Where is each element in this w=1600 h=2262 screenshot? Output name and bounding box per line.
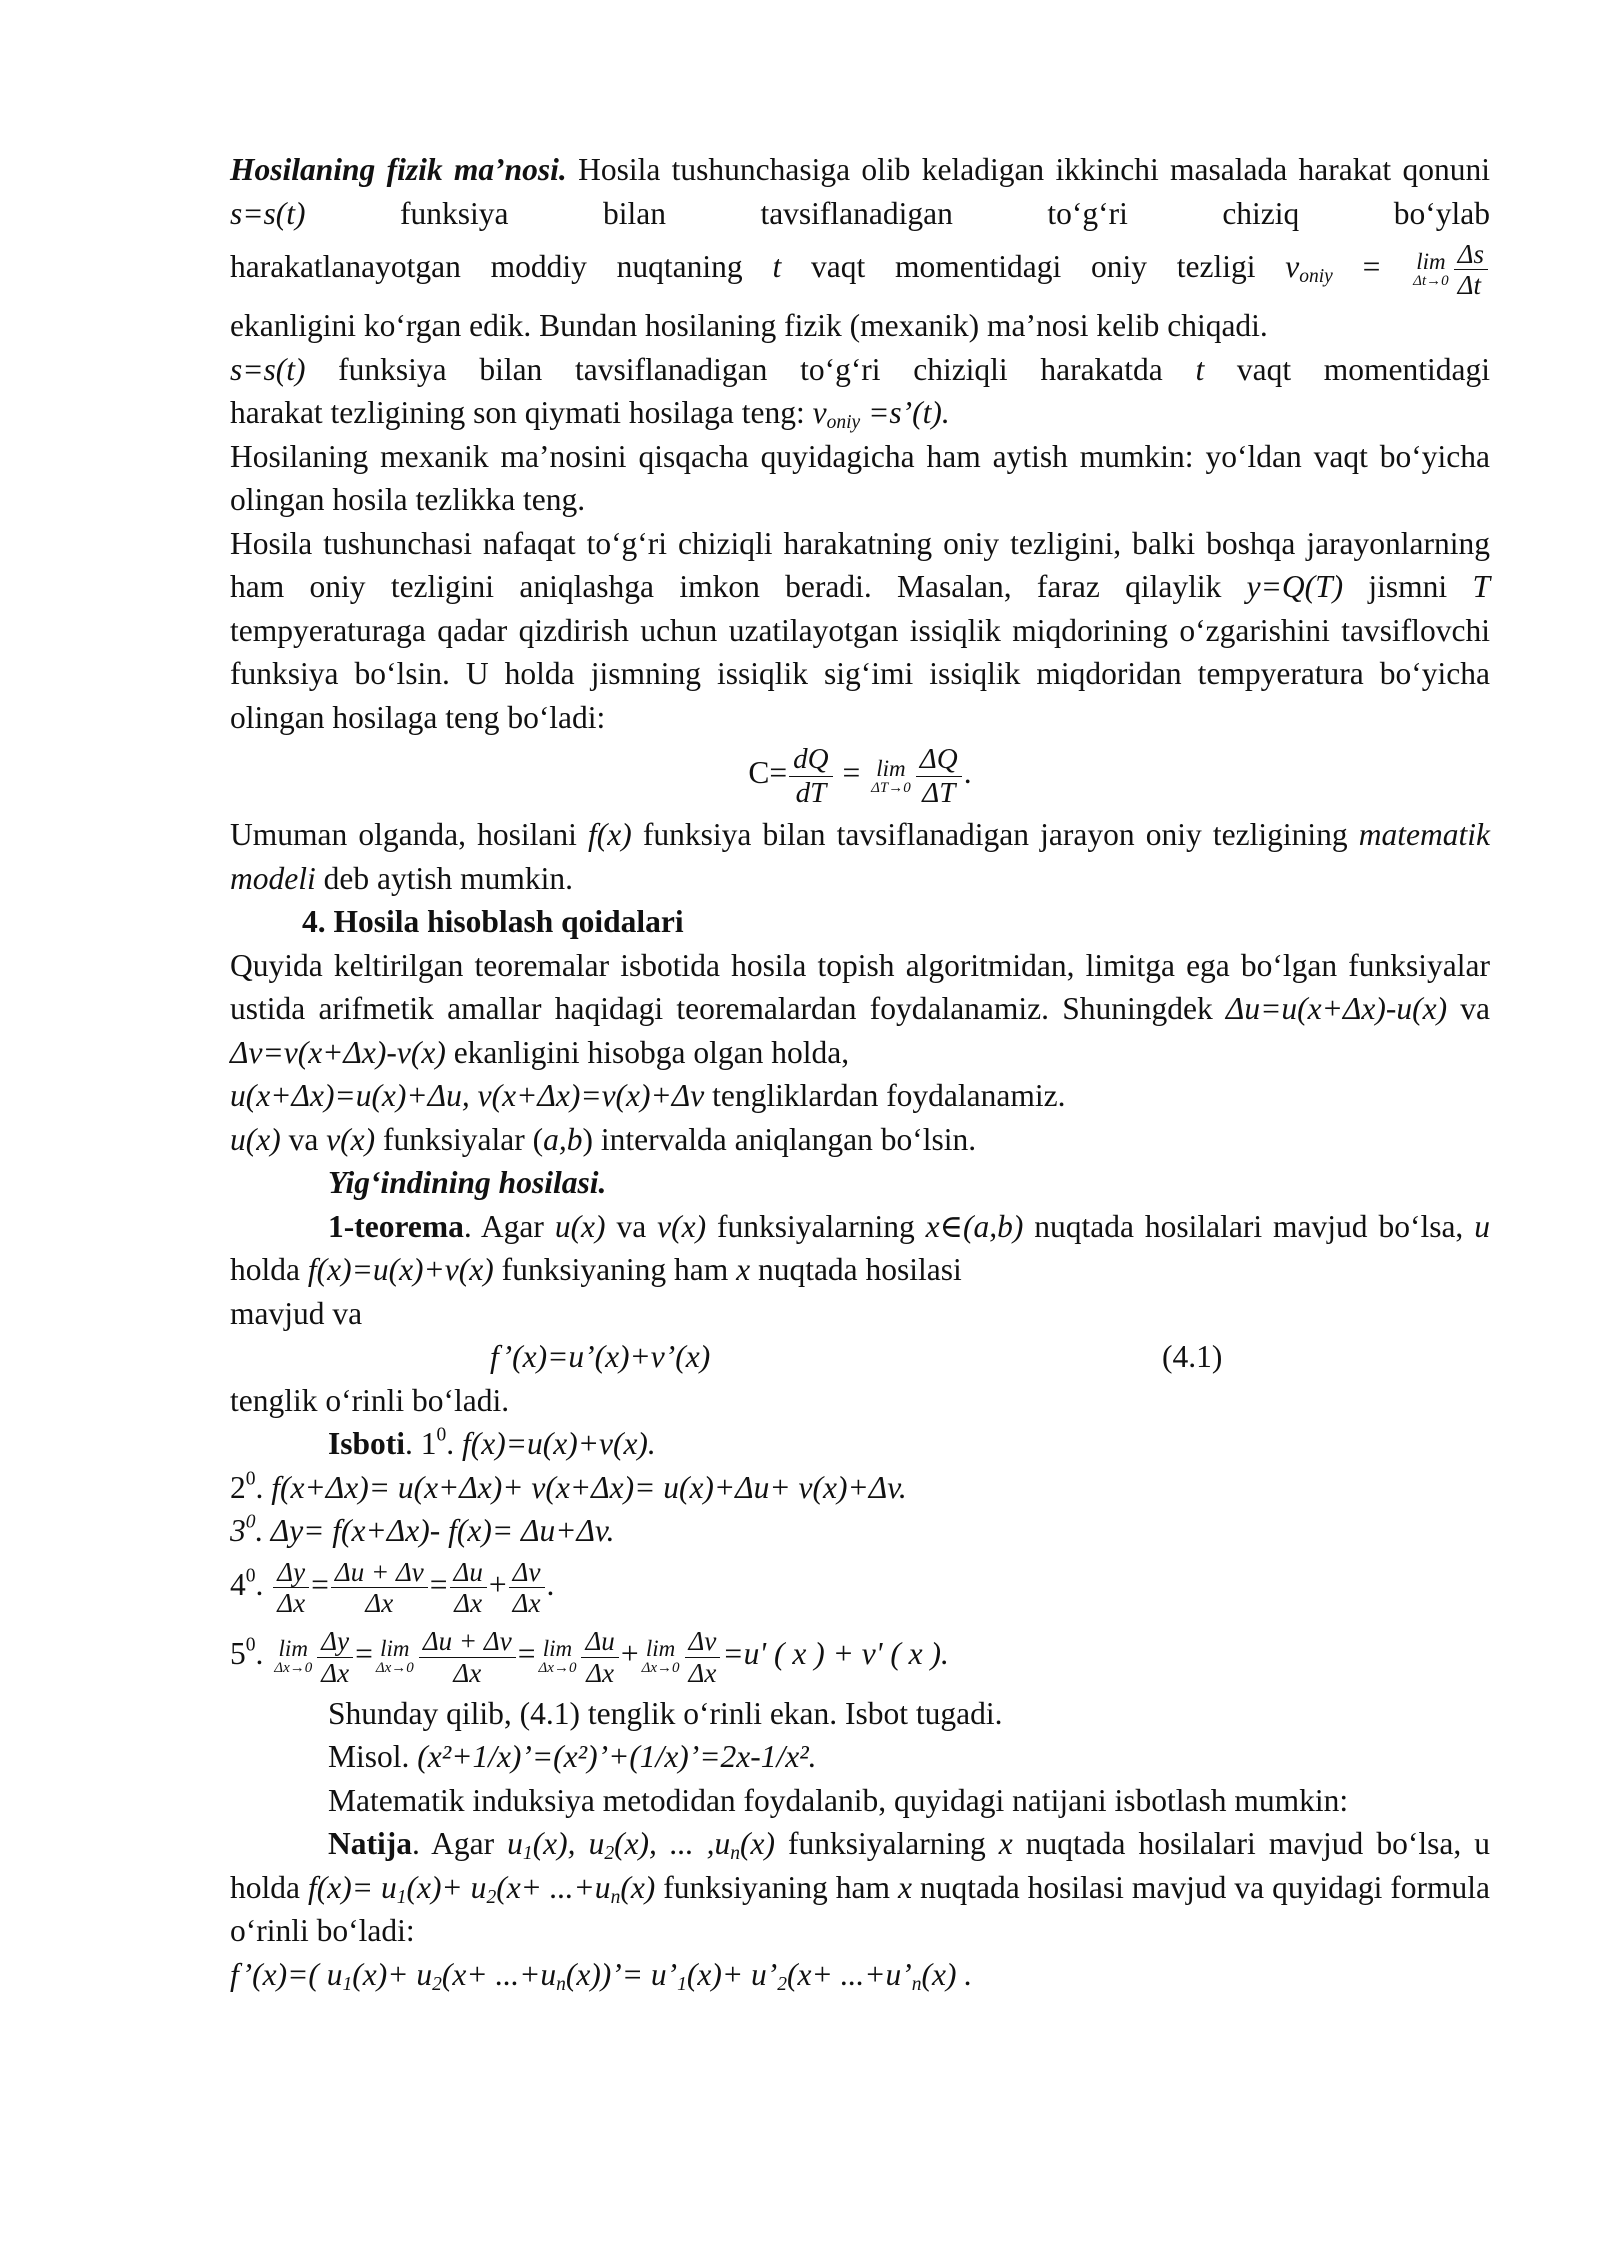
lim-operator: lim Δx→0: [641, 1636, 680, 1677]
fraction: $\frac{\Delta u + \Delta v}{\Delta x}$: [331, 1557, 428, 1618]
fraction: $\frac{\Delta y}{\Delta x}$: [317, 1626, 353, 1687]
theorem-1: 1-teorema. Agar u(x) va v(x) funksiyalarning x∈(a,b) nuqtada hosilalari mavjud bo‘lsa, u holda f(x)=u(x)+v(x) funksiyaning ham x nuqtada hosilasi: [230, 1208, 1490, 1288]
induction-paragraph: Matematik induksiya metodidan foydalanib, quyidagi natijani isbotlash mumkin:: [328, 1782, 1349, 1818]
velocity-formula-line: harakatlanayotgan moddiy nuqtaning t vaqt momentidagi oniy tezligi $v_{oniy}$ = lim Δt→0 $\frac{\Delta s}{\Delta t}$: [230, 235, 1490, 304]
text-line: ekanligini ko‘rgan edik. Bundan hosilaning fizik (mexanik) ma’nosi kelib chiqadi.: [230, 308, 1268, 344]
fraction: $\frac{\Delta v}{\Delta x}$: [509, 1557, 545, 1618]
fraction: $\frac{\Delta u}{\Delta x}$: [581, 1626, 618, 1687]
equation-number: (4.1): [1162, 1339, 1223, 1375]
math-model-paragraph: Umuman olganda, hosilani f(x) funksiya bilan tavsiflanadigan jarayon oniy tezligining matematik modeli deb aytish mumkin.: [230, 817, 1490, 896]
subsection-title: Yig‘indining hosilasi.: [328, 1165, 607, 1201]
example: Misol. (x²+1/x)’=(x²)’+(1/x)’=2x-1/x².: [328, 1739, 817, 1775]
fraction: $\frac{\Delta y}{\Delta x}$: [273, 1557, 309, 1618]
text-line: harakat tezligining son qiymati hosilaga teng: $v_{oniy}$ =s’(t).: [230, 395, 950, 434]
fraction: $\frac{\Delta v}{\Delta x}$: [685, 1626, 721, 1687]
text-line: u(x+Δx)=u(x)+Δu, v(x+Δx)=v(x)+Δv tengliklardan foydalanamiz.: [230, 1078, 1066, 1114]
equation-4-1: f’(x)=u’(x)+v’(x) (4.1): [230, 1335, 1490, 1379]
corollary: Natija. Agar $u_1(x)$, $u_2(x)$, ... $,u_n(x)$ funksiyalarning x nuqtada hosilalari mavjud bo‘lsa, u holda $f(x)= u_1(x)+ u_2(x+ ...+u_n(x)$ funksiyaning ham x nuqtada hosilasi mavjud va quyidagi formula o‘rinli bo‘ladi:: [230, 1826, 1491, 1949]
heat-capacity-formula: C= $\frac{dQ}{dT}$ = lim ΔT→0 $\frac{\Delta Q}{\Delta T}$ .: [748, 743, 972, 809]
final-formula: f’(x)=( $u_1(x)+ u_2(x+$ $...+u_n(x))’=$ $u’_1(x)+$ $u’_2(x+$ $...+u’_n(x)$ .: [230, 1956, 973, 1995]
text-line: tenglik o‘rinli bo‘ladi.: [230, 1382, 510, 1418]
fraction-delta-q-delta-t: $\frac{\Delta Q}{\Delta T}$: [916, 743, 962, 809]
lim-operator: lim Δt→0: [1413, 248, 1449, 289]
proof-end: Shunday qilib, (4.1) tenglik o‘rinli ekan. Isbot tugadi.: [328, 1695, 1003, 1731]
rules-intro-paragraph: Quyida keltirilgan teoremalar isbotida hosila topish algoritmidan, limitga ega bo‘lgan funksiyalar ustida arifmetik amallar haqidagi teoremalardan foydalanamiz. Shuningdek Δu=u(x+Δx)-u(x) va Δv=v(x+Δx)-v(x) ekanligini hisobga olgan holda,: [230, 947, 1490, 1070]
proof-step-5: $5^0$. lim Δx→0 $\frac{\Delta y}{\Delta x}$ = lim Δx→0 $\frac{\Delta u + \Delta v}{\Delta x}$ = lim Δx→0 $\frac{\Delta u}{\Delta x}$ + lim Δx→0 $\frac{\Delta v}{\Delta x}$ =u' ( x ) + v' ( x ).: [230, 1626, 949, 1688]
lim-operator: lim ΔT→0: [871, 755, 911, 796]
fraction: $\frac{\Delta u}{\Delta x}$: [450, 1557, 487, 1618]
lim-operator: lim Δx→0: [274, 1636, 313, 1677]
proof-step-2: $2^0$. f(x+Δx)= u(x+Δx)+ v(x+Δx)= u(x)+Δu+ v(x)+Δv.: [230, 1468, 907, 1505]
velocity-limit-formula: $v_{oniy}$ = lim Δt→0 $\frac{\Delta s}{\Delta t}$: [1285, 249, 1490, 284]
physical-meaning-paragraph: Hosilaning fizik ma’nosi. Hosila tushunchasiga olib keladigan ikkinchi masalada harakat qonuni s=s(t) funksiya bilan tavsiflanadigan to‘g‘ri chiziq bo‘ylab: [230, 152, 1490, 231]
text-line: s=s(t) funksiya bilan tavsiflanadigan to‘g‘ri chiziqli harakatda t vaqt momentidagi: [230, 351, 1490, 387]
section-title: Hosilaning fizik ma’nosi.: [230, 152, 567, 187]
lim-operator: lim Δx→0: [538, 1636, 577, 1677]
text-line: u(x) va v(x) funksiyalar (a,b) intervalda aniqlangan bo‘lsin.: [230, 1121, 977, 1157]
fraction: $\frac{\Delta u + \Delta v}{\Delta x}$: [419, 1626, 516, 1687]
proof-step-4: $4^0$. $\frac{\Delta y}{\Delta x}$ = $\frac{\Delta u + \Delta v}{\Delta x}$ = $\frac{\Delta u}{\Delta x}$ + $\frac{\Delta v}{\Delta x}$ .: [230, 1556, 555, 1619]
mechanical-meaning-paragraph: Hosilaning mexanik ma’nosini qisqacha quyidagicha ham aytish mumkin: yo‘ldan vaqt bo‘yicha olingan hosila tezlikka teng.: [230, 438, 1490, 518]
heat-capacity-paragraph: Hosila tushunchasi nafaqat to‘g‘ri chiziqli harakatning oniy tezligini, balki boshqa jarayonlarning ham oniy tezligini aniqlashga imkon beradi. Masalan, faraz qilaylik y=Q(T) jismni T tempyeraturaga qadar qizdirish uchun uzatilayotgan issiqlik miqdorining o‘zgarishini tavsiflovchi funksiya bo‘lsin. U holda jismning issiqlik sig‘imi issiqlik miqdoridan tempyeratura bo‘yicha olingan hosilaga teng bo‘ladi:: [230, 525, 1491, 735]
section-heading: 4. Hosila hisoblash qoidalari: [302, 904, 684, 940]
lim-operator: lim Δx→0: [375, 1636, 414, 1677]
proof-step-3: $3^0$. Δy= f(x+Δx)- f(x)= Δu+Δv.: [230, 1511, 615, 1549]
fraction-ds-dt: $\frac{\Delta s}{\Delta t}$: [1454, 239, 1488, 300]
document-body: [230, 148, 1490, 1996]
fraction-dq-dt: $\frac{dQ}{dT}$: [789, 743, 832, 809]
text-line: mavjud va: [230, 1295, 363, 1331]
proof-step-1: Isboti. $1^0$. f(x)=u(x)+v(x).: [328, 1424, 656, 1462]
